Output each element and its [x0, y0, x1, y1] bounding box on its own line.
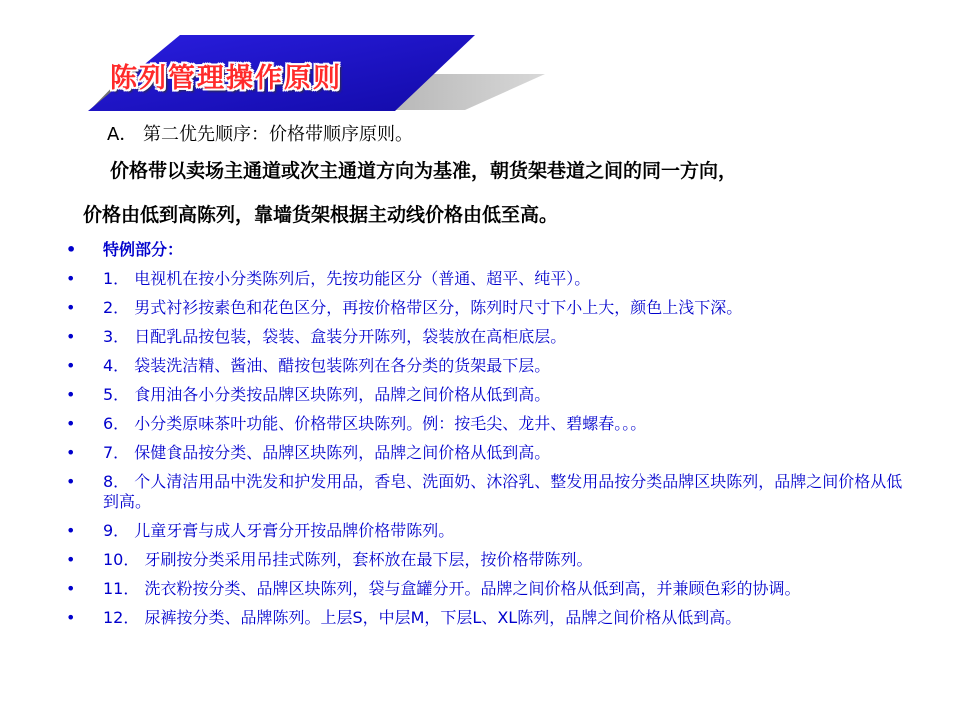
- list-item: [0, 443, 940, 463]
- bullet-icon: •: [66, 298, 76, 317]
- bullet-icon: •: [66, 579, 76, 598]
- bullet-icon: •: [66, 414, 76, 433]
- list-item: [0, 327, 940, 347]
- list-item-text: 7． 保健食品按分类、品牌区块陈列，品牌之间价格从低到高。: [103, 443, 551, 462]
- list-item: [0, 550, 940, 570]
- bullet-icon: •: [66, 443, 76, 462]
- bullet-icon: •: [66, 269, 76, 288]
- intro-line-c: 价格由低到高陈列，靠墙货架根据主动线价格由低至高。: [83, 204, 559, 226]
- slide-title: 陈列管理操作原则: [110, 63, 342, 94]
- bullet-icon: •: [66, 356, 76, 375]
- list-item: [0, 521, 940, 541]
- list-item: [0, 385, 940, 405]
- list-item: [0, 608, 940, 628]
- list-item: [0, 414, 940, 434]
- list-item-text: 11． 洗衣粉按分类、品牌区块陈列，袋与盒罐分开。品牌之间价格从低到高，并兼顾色彩的协调。: [103, 579, 801, 598]
- list-item-text: 3． 日配乳品按包装，袋装、盒装分开陈列，袋装放在高柜底层。: [103, 327, 567, 346]
- title-banner: [0, 0, 960, 130]
- list-item: [0, 356, 940, 376]
- rules-list: [0, 240, 940, 637]
- list-item-text: 9． 儿童牙膏与成人牙膏分开按品牌价格带陈列。: [103, 521, 455, 540]
- list-item-text: 8． 个人清洁用品中洗发和护发用品，香皂、洗面奶、沐浴乳、整发用品按分类品牌区块陈列，品牌之间价格从低到高。: [103, 472, 903, 511]
- list-item-text: 6． 小分类原味茶叶功能、价格带区块陈列。例：按毛尖、龙井、碧螺春。。。: [103, 414, 647, 433]
- list-item-text: 2． 男式衬衫按素色和花色区分，再按价格带区分，陈列时尺寸下小上大，颜色上浅下深。: [103, 298, 743, 317]
- list-item-text: 4． 袋装洗洁精、酱油、醋按包装陈列在各分类的货架最下层。: [103, 356, 551, 375]
- bullet-icon: •: [66, 385, 76, 404]
- bullet-icon: •: [66, 521, 76, 540]
- intro-line-b: 价格带以卖场主通道或次主通道方向为基准，朝货架巷道之间的同一方向，: [110, 160, 738, 182]
- list-item-text: 1． 电视机在按小分类陈列后，先按功能区分（普通、超平、纯平）。: [103, 269, 591, 288]
- bullet-icon: •: [66, 550, 76, 569]
- list-item-text: 5． 食用油各小分类按品牌区块陈列，品牌之间价格从低到高。: [103, 385, 551, 404]
- list-item-text: 12． 尿裤按分类、品牌陈列。上层S，中层M，下层L、XL陈列，品牌之间价格从低到高。: [103, 608, 742, 627]
- list-heading: [0, 240, 940, 260]
- bullet-icon: •: [66, 608, 76, 627]
- intro-line-a: A． 第二优先顺序：价格带顺序原则。: [107, 124, 414, 145]
- list-item-text: 特例部分：: [103, 240, 184, 259]
- bullet-icon: •: [66, 327, 76, 346]
- list-item: [0, 472, 940, 512]
- list-item: [0, 579, 940, 599]
- list-item-text: 10． 牙刷按分类采用吊挂式陈列，套杯放在最下层，按价格带陈列。: [103, 550, 593, 569]
- bullet-icon: •: [66, 240, 77, 259]
- list-item: [0, 269, 940, 289]
- bullet-icon: •: [66, 472, 76, 491]
- list-item: [0, 298, 940, 318]
